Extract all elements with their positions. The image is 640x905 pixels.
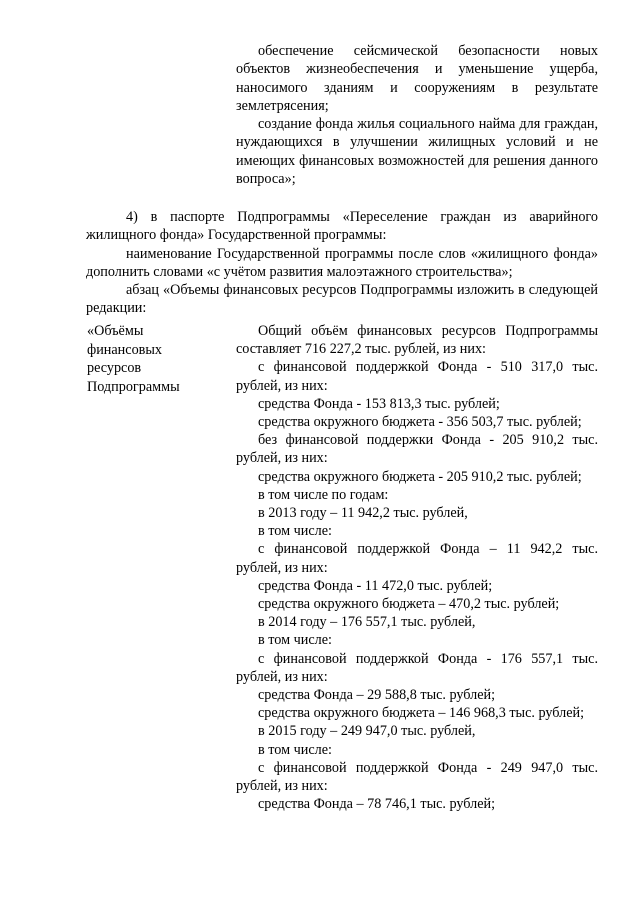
- table-line: в том числе по годам:: [258, 486, 389, 503]
- table-line: с финансовой поддержкой Фонда - 510 317,0 тыс. рублей, из них:: [236, 359, 598, 394]
- table-line: средства Фонда – 29 588,8 тыс. рублей;: [258, 687, 496, 704]
- table-line: средства Фонда – 78 746,1 тыс. рублей;: [258, 796, 496, 813]
- table-line: средства Фонда - 153 813,3 тыс. рублей;: [258, 395, 500, 412]
- top-text-block: [236, 42, 598, 188]
- table-line: в 2014 году – 176 557,1 тыс. рублей,: [258, 614, 476, 631]
- table-line: средства Фонда - 11 472,0 тыс. рублей;: [258, 577, 493, 594]
- table-line: с финансовой поддержкой Фонда - 249 947,0 тыс. рублей, из них:: [236, 759, 598, 795]
- table-line: в 2013 году – 11 942,2 тыс. рублей,: [258, 505, 468, 522]
- table-line: с финансовой поддержкой Фонда - 176 557,1 тыс. рублей, из них:: [236, 650, 598, 685]
- table-line: в 2015 году – 249 947,0 тыс. рублей,: [258, 723, 476, 740]
- table-line: в том числе:: [258, 632, 332, 649]
- paragraph: создание фонда жилья социального найма для граждан, нуждающихся в улучшении жилищных условий и не имеющих финансовых возможностей для решения данного вопроса»;: [236, 116, 598, 188]
- table-line: средства окружного бюджета – 146 968,3 тыс. рублей;: [258, 705, 585, 722]
- table-line: средства окружного бюджета - 356 503,7 тыс. рублей;: [258, 414, 582, 431]
- table-line: с финансовой поддержкой Фонда – 11 942,2 тыс. рублей, из них:: [236, 541, 598, 576]
- paragraph: наименование Государственной программы после слов «жилищного фонда» дополнить словами «с учётом развития малоэтажного строительства»;: [86, 245, 598, 280]
- middle-text-block: [86, 208, 598, 318]
- paragraph: обеспечение сейсмической безопасности новых объектов жизнеобеспечения и уменьшение ущерба, наносимого зданиям и сооружениям в результате землетрясения;: [236, 43, 598, 114]
- paragraph: абзац «Объемы финансовых ресурсов Подпрограммы изложить в следующей редакции:: [86, 282, 598, 317]
- table-line: средства окружного бюджета – 470,2 тыс. рублей;: [258, 596, 560, 613]
- table-line: в том числе:: [258, 741, 332, 758]
- table-line: в том числе:: [258, 523, 332, 540]
- table-value-cell: [236, 322, 598, 813]
- table-line: без финансовой поддержки Фонда - 205 910,2 тыс. рублей, из них:: [236, 432, 598, 467]
- table-label-cell: «Объёмы финансовых ресурсов Подпрограммы: [87, 323, 180, 395]
- table-line: Общий объём финансовых ресурсов Подпрограммы составляет 716 227,2 тыс. рублей, из них:: [236, 323, 598, 358]
- table-line: средства окружного бюджета - 205 910,2 тыс. рублей;: [258, 468, 582, 485]
- paragraph-item-4: 4) в паспорте Подпрограммы «Переселение граждан из аварийного жилищного фонда» Государственной программы:: [86, 209, 598, 244]
